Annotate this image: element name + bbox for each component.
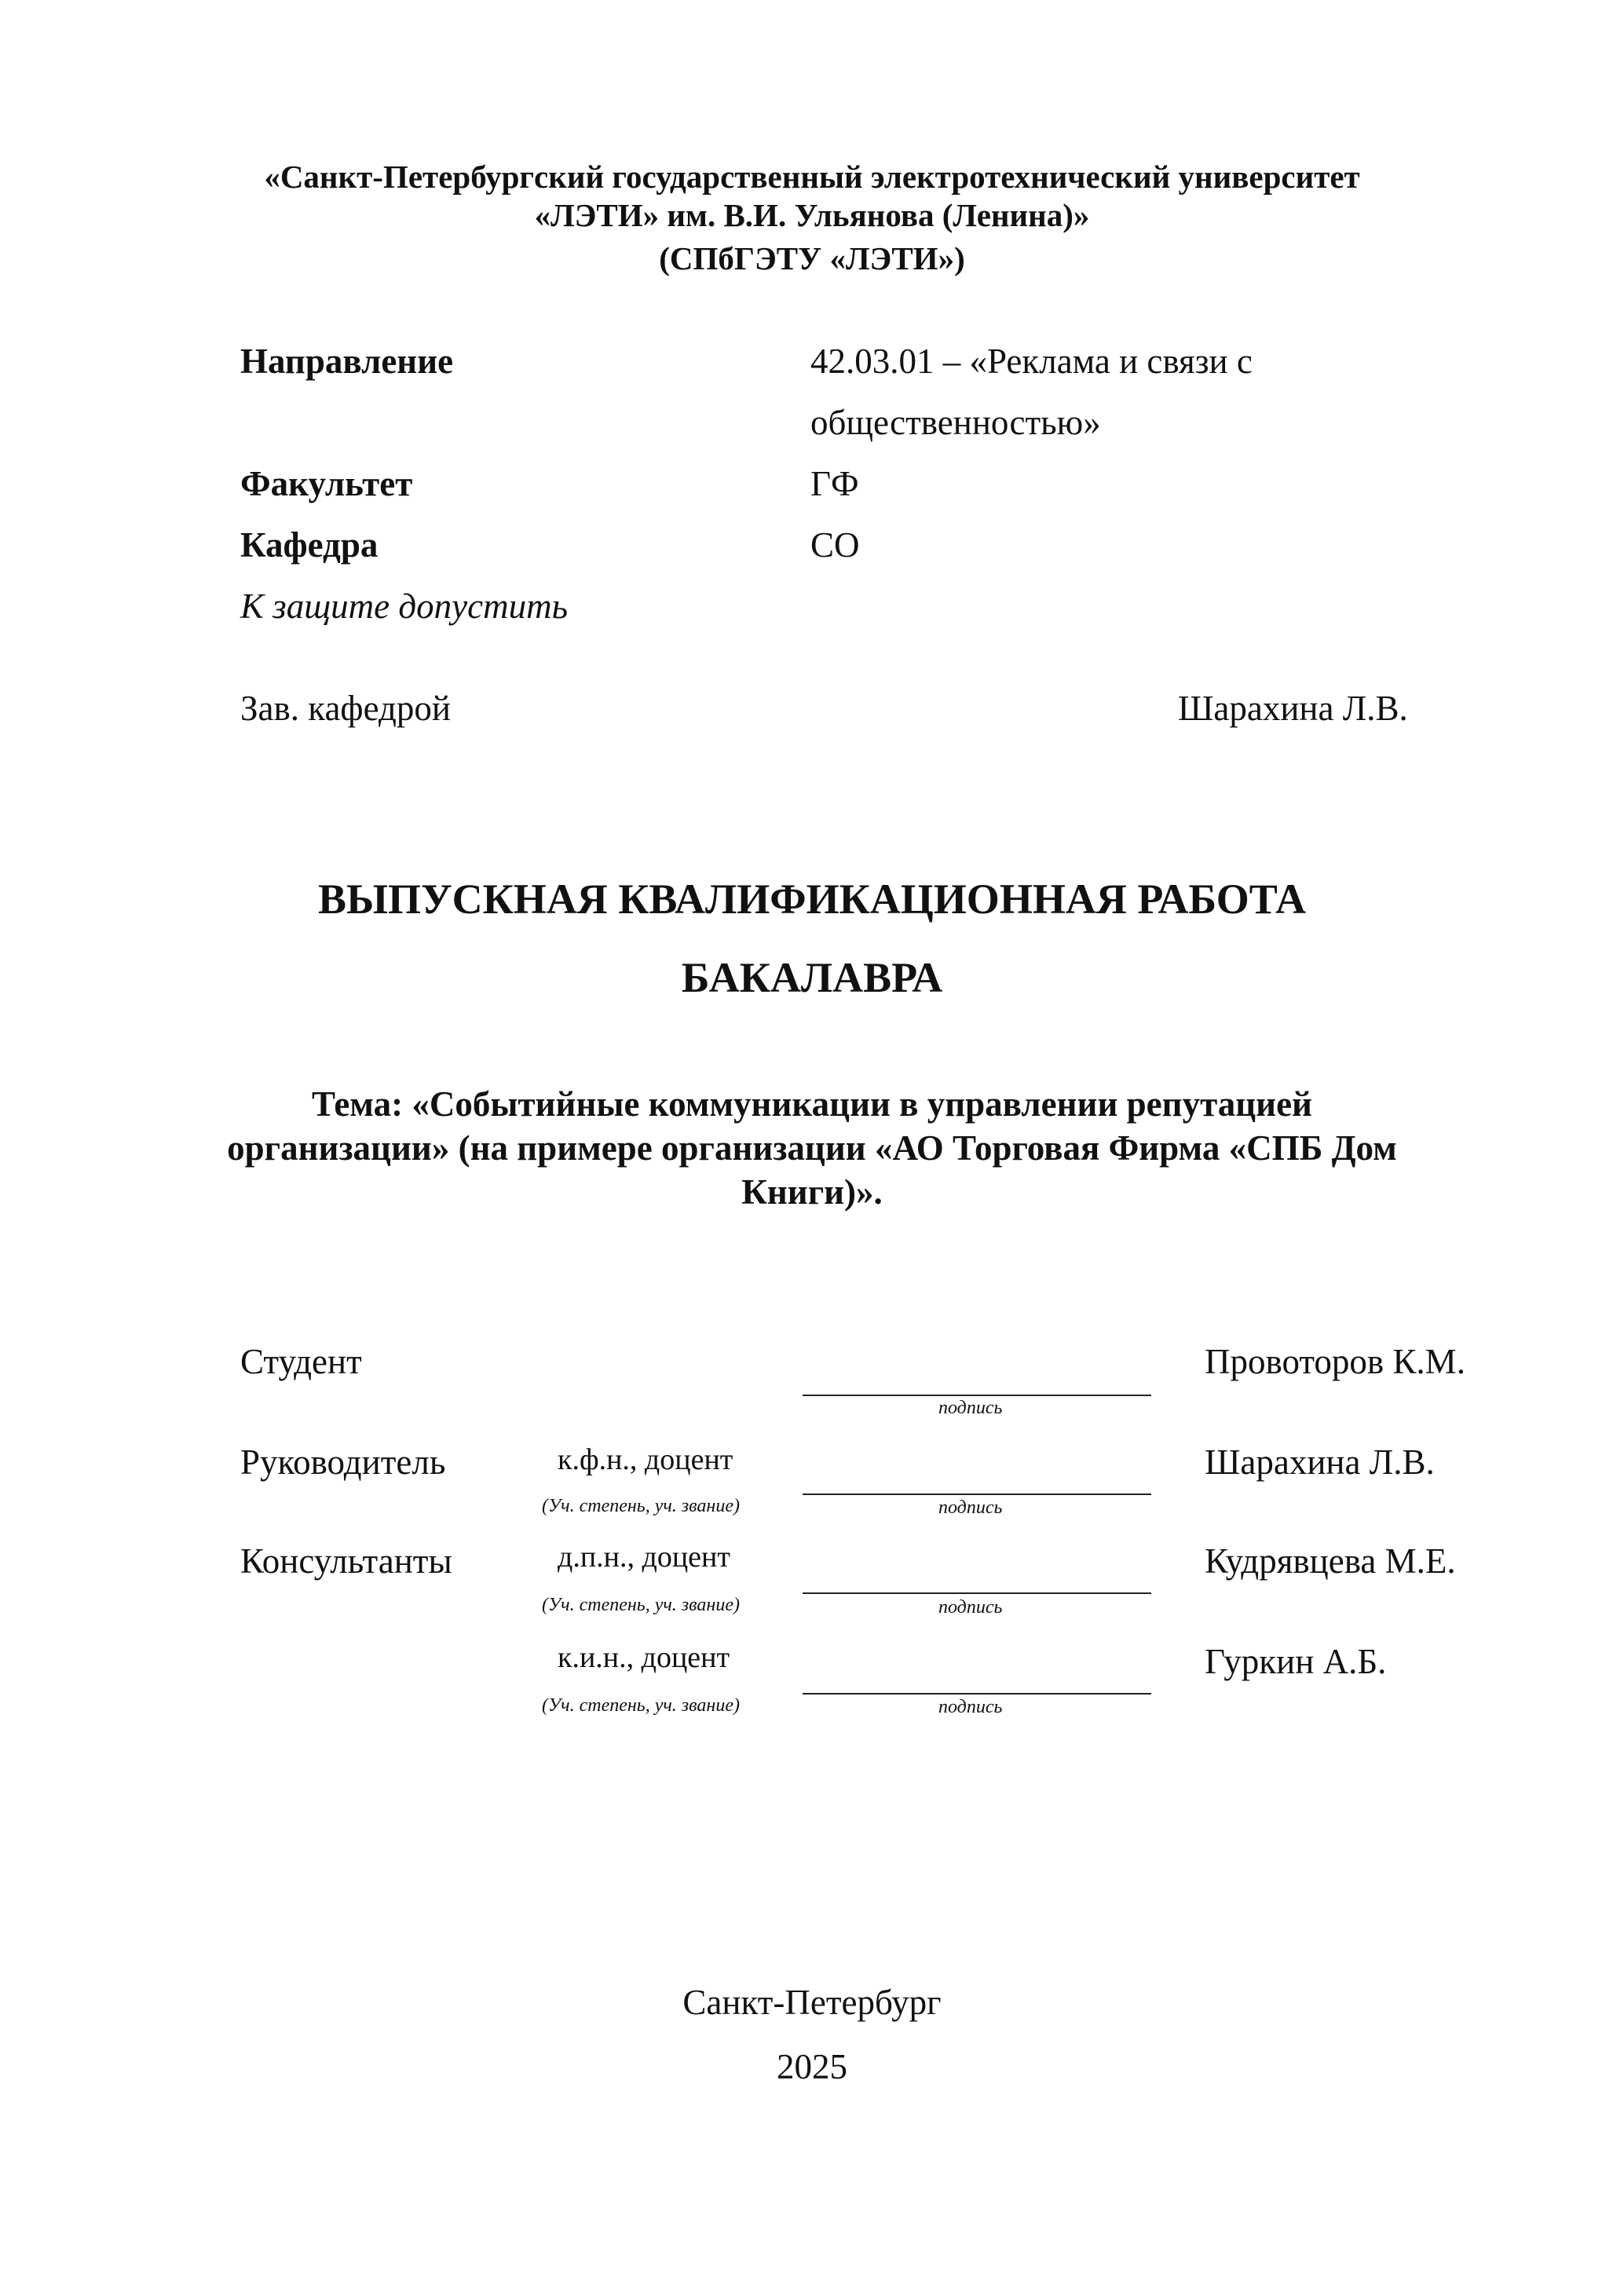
topic-prefix: Тема: — [312, 1084, 404, 1124]
consultants-label: Консультанты — [240, 1541, 452, 1581]
supervisor-degree-hint: (Уч. степень, уч. звание) — [542, 1496, 740, 1516]
student-signature-hint: подпись — [938, 1398, 1003, 1418]
year: 2025 — [777, 2047, 847, 2086]
thesis-title-line2: БАКАЛАВРА — [681, 954, 943, 1001]
student-signature-line — [803, 1395, 1151, 1396]
direction-value-line1: 42.03.01 – «Реклама и связи с — [810, 342, 1253, 381]
head-of-department-name: Шарахина Л.В. — [1178, 689, 1408, 728]
faculty-value: ГФ — [810, 464, 859, 503]
admit-to-defense: К защите допустить — [240, 587, 569, 626]
department-value: СО — [810, 525, 860, 565]
consultant2-degree: к.и.н., доцент — [558, 1641, 730, 1674]
department-label: Кафедра — [240, 525, 379, 565]
consultant1-name: Кудрявцева М.Е. — [1205, 1541, 1456, 1581]
topic-line3: Книги)». — [741, 1172, 883, 1212]
supervisor-label: Руководитель — [240, 1442, 446, 1482]
consultant2-name: Гуркин А.Б. — [1205, 1642, 1387, 1681]
university-name-line1: «Санкт-Петербургский государственный электротехнический университет — [264, 159, 1360, 195]
university-name-line2: «ЛЭТИ» им. В.И. Ульянова (Ленина)» — [534, 197, 1090, 233]
city: Санкт-Петербург — [682, 1983, 942, 2022]
supervisor-signature-hint: подпись — [938, 1497, 1003, 1518]
topic-line1 — [0, 1084, 1624, 1124]
student-name: Провоторов К.М. — [1205, 1342, 1465, 1381]
consultant1-degree: д.п.н., доцент — [558, 1541, 730, 1574]
consultant2-signature-hint: подпись — [938, 1697, 1003, 1717]
consultant1-signature-hint: подпись — [938, 1597, 1003, 1618]
supervisor-name: Шарахина Л.В. — [1205, 1442, 1435, 1482]
student-label: Студент — [240, 1342, 362, 1381]
consultant2-signature-line — [803, 1693, 1151, 1695]
university-abbreviation: (СПбГЭТУ «ЛЭТИ») — [659, 240, 965, 276]
faculty-label: Факультет — [240, 464, 413, 503]
head-of-department-label: Зав. кафедрой — [240, 689, 451, 728]
topic-line2: организации» (на примере организации «АО Торговая Фирма «СПБ Дом — [227, 1128, 1397, 1168]
direction-label: Направление — [240, 342, 454, 381]
topic-line1-text: «Событийные коммуникации в управлении репутацией — [411, 1084, 1312, 1124]
consultant1-signature-line — [803, 1592, 1151, 1594]
consultant1-degree-hint: (Уч. степень, уч. звание) — [542, 1595, 740, 1615]
thesis-title-line1: ВЫПУСКНАЯ КВАЛИФИКАЦИОННАЯ РАБОТА — [317, 876, 1307, 923]
supervisor-degree: к.ф.н., доцент — [558, 1443, 733, 1476]
consultant2-degree-hint: (Уч. степень, уч. звание) — [542, 1695, 740, 1716]
supervisor-signature-line — [803, 1493, 1151, 1495]
direction-value-line2: общественностью» — [810, 403, 1101, 442]
